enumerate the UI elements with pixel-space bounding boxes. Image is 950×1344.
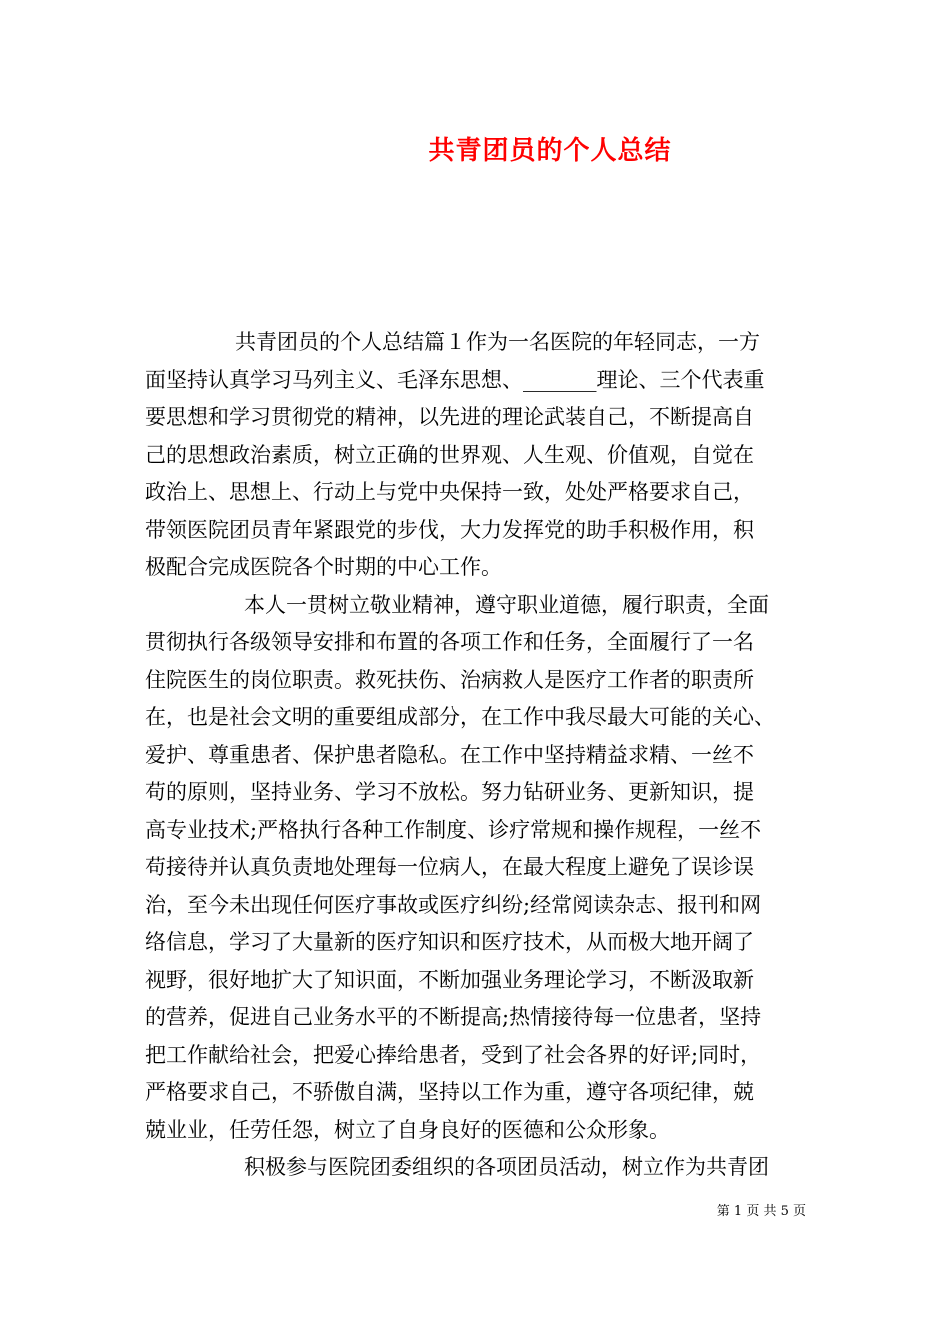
text-line: 积极参与医院团委组织的各项团员活动，树立作为共青团 [244, 1155, 769, 1179]
text-line: 极配合完成医院各个时期的中心工作。 [145, 555, 502, 579]
text-line: 带领医院团员青年紧跟党的步伐，大力发挥党的助手积极作用，积 [145, 517, 754, 542]
text-line: 高专业技术;严格执行各种工作制度、诊疗常规和操作规程，一丝不 [145, 817, 762, 842]
text-line: 面坚持认真学习马列主义、毛泽东思想、_______理论、三个代表重 [145, 367, 765, 392]
text-line: 兢业业，任劳任怨，树立了自身良好的医德和公众形象。 [145, 1117, 670, 1142]
text-line: 己的思想政治素质，树立正确的世界观、人生观、价值观，自觉在 [145, 442, 754, 467]
text-line: 苟接待并认真负责地处理每一位病人，在最大程度上避免了误诊误 [145, 855, 754, 879]
page-number-footer: 第 1 页 共 5 页 [716, 1204, 806, 1219]
document-title: 共青团员的个人总结 [428, 136, 672, 166]
document-body [145, 324, 805, 1187]
text-line: 治，至今未出现任何医疗事故或医疗纠纷;经常阅读杂志、报刊和网 [145, 892, 762, 917]
text-line: 要思想和学习贯彻党的精神，以先进的理论武装自己，不断提高自 [145, 405, 754, 429]
text-line: 苟的原则，坚持业务、学习不放松。努力钻研业务、更新知识，提 [145, 780, 754, 804]
text-line: 严格要求自己，不骄傲自满，坚持以工作为重，遵守各项纪律，兢 [145, 1080, 754, 1104]
text-line: 的营养，促进自己业务水平的不断提高;热情接待每一位患者，坚持 [145, 1005, 762, 1029]
text-line: 把工作献给社会，把爱心捧给患者，受到了社会各界的好评;同时， [145, 1042, 762, 1067]
text-line: 视野，很好地扩大了知识面，不断加强业务理论学习，不断汲取新 [145, 967, 754, 992]
text-line: 络信息，学习了大量新的医疗知识和医疗技术，从而极大地开阔了 [145, 930, 754, 954]
text-line: 爱护、尊重患者、保护患者隐私。在工作中坚持精益求精、一丝不 [145, 742, 754, 767]
text-line: 共青团员的个人总结篇１作为一名医院的年轻同志，一方 [235, 330, 760, 354]
text-line: 政治上、思想上、行动上与党中央保持一致，处处严格要求自己， [145, 480, 754, 504]
text-line: 本人一贯树立敬业精神，遵守职业道德，履行职责，全面 [244, 592, 769, 617]
text-line: 在，也是社会文明的重要组成部分，在工作中我尽最大可能的关心、 [145, 705, 775, 729]
text-line: 贯彻执行各级领导安排和布置的各项工作和任务，全面履行了一名 [145, 630, 754, 654]
text-line: 住院医生的岗位职责。救死扶伤、治病救人是医疗工作者的职责所 [145, 667, 754, 692]
